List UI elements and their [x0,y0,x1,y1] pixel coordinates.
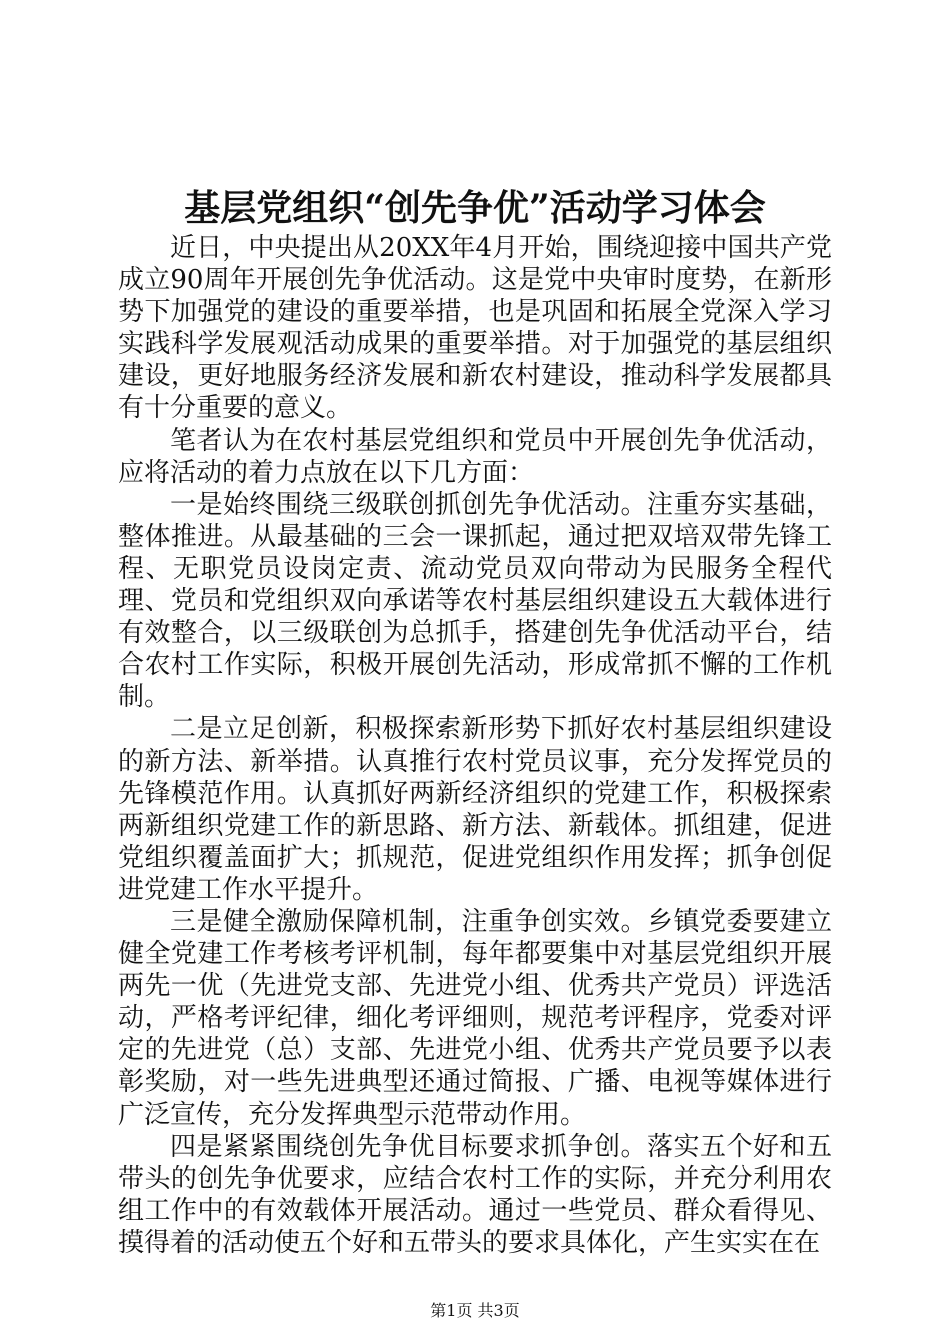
document-body [118,232,832,1259]
paragraph-point-three: 三是健全激励保障机制，注重争创实效。乡镇党委要建立健全党建工作考核考评机制，每年都要集中对基层党组织开展两先一优（先进党支部、先进党小组、优秀共产党员）评选活动，严格考评纪律，细化考评细则，规范考评程序，党委对评定的先进党（总）支部、先进党小组、优秀共产党员要予以表彰奖励，对一些先进典型还通过简报、广播、电视等媒体进行广泛宣传，充分发挥典型示范带动作用。 [118,906,832,1130]
paragraph-point-four: 四是紧紧围绕创先争优目标要求抓争创。落实五个好和五带头的创先争优要求，应结合农村工作的实际，并充分利用农组工作中的有效载体开展活动。通过一些党员、群众看得见、摸得着的活动使五个好和五带头的要求具体化，产生实实在在 [118,1131,832,1258]
page-number-footer: 第1页 共3页 [430,1301,520,1320]
document-title: 基层党组织“创先争优”活动学习体会 [184,187,766,229]
paragraph-point-two: 二是立足创新，积极探索新形势下抓好农村基层组织建设的新方法、新举措。认真推行农村党员议事，充分发挥党员的先锋模范作用。认真抓好两新经济组织的党建工作，积极探索两新组织党建工作的新思路、新方法、新载体。抓组建，促进党组织覆盖面扩大；抓规范，促进党组织作用发挥；抓争创促进党建工作水平提升。 [118,714,832,905]
paragraph-point-one: 一是始终围绕三级联创抓创先争优活动。注重夯实基础，整体推进。从最基础的三会一课抓起，通过把双培双带先锋工程、无职党员设岗定责、流动党员双向带动为民服务全程代理、党员和党组织双向承诺等农村基层组织建设五大载体进行有效整合，以三级联创为总抓手，搭建创先争优活动平台，结合农村工作实际，积极开展创先活动，形成常抓不懈的工作机制。 [118,489,832,713]
paragraph-author-view: 笔者认为在农村基层党组织和党员中开展创先争优活动，应将活动的着力点放在以下几方面： [118,425,832,488]
paragraph-intro: 近日，中央提出从20XX年4月开始，围绕迎接中国共产党成立90周年开展创先争优活动。这是党中央审时度势，在新形势下加强党的建设的重要举措，也是巩固和拓展全党深入学习实践科学发展观活动成果的重要举措。对于加强党的基层组织建设，更好地服务经济发展和新农村建设，推动科学发展都具有十分重要的意义。 [118,233,832,424]
